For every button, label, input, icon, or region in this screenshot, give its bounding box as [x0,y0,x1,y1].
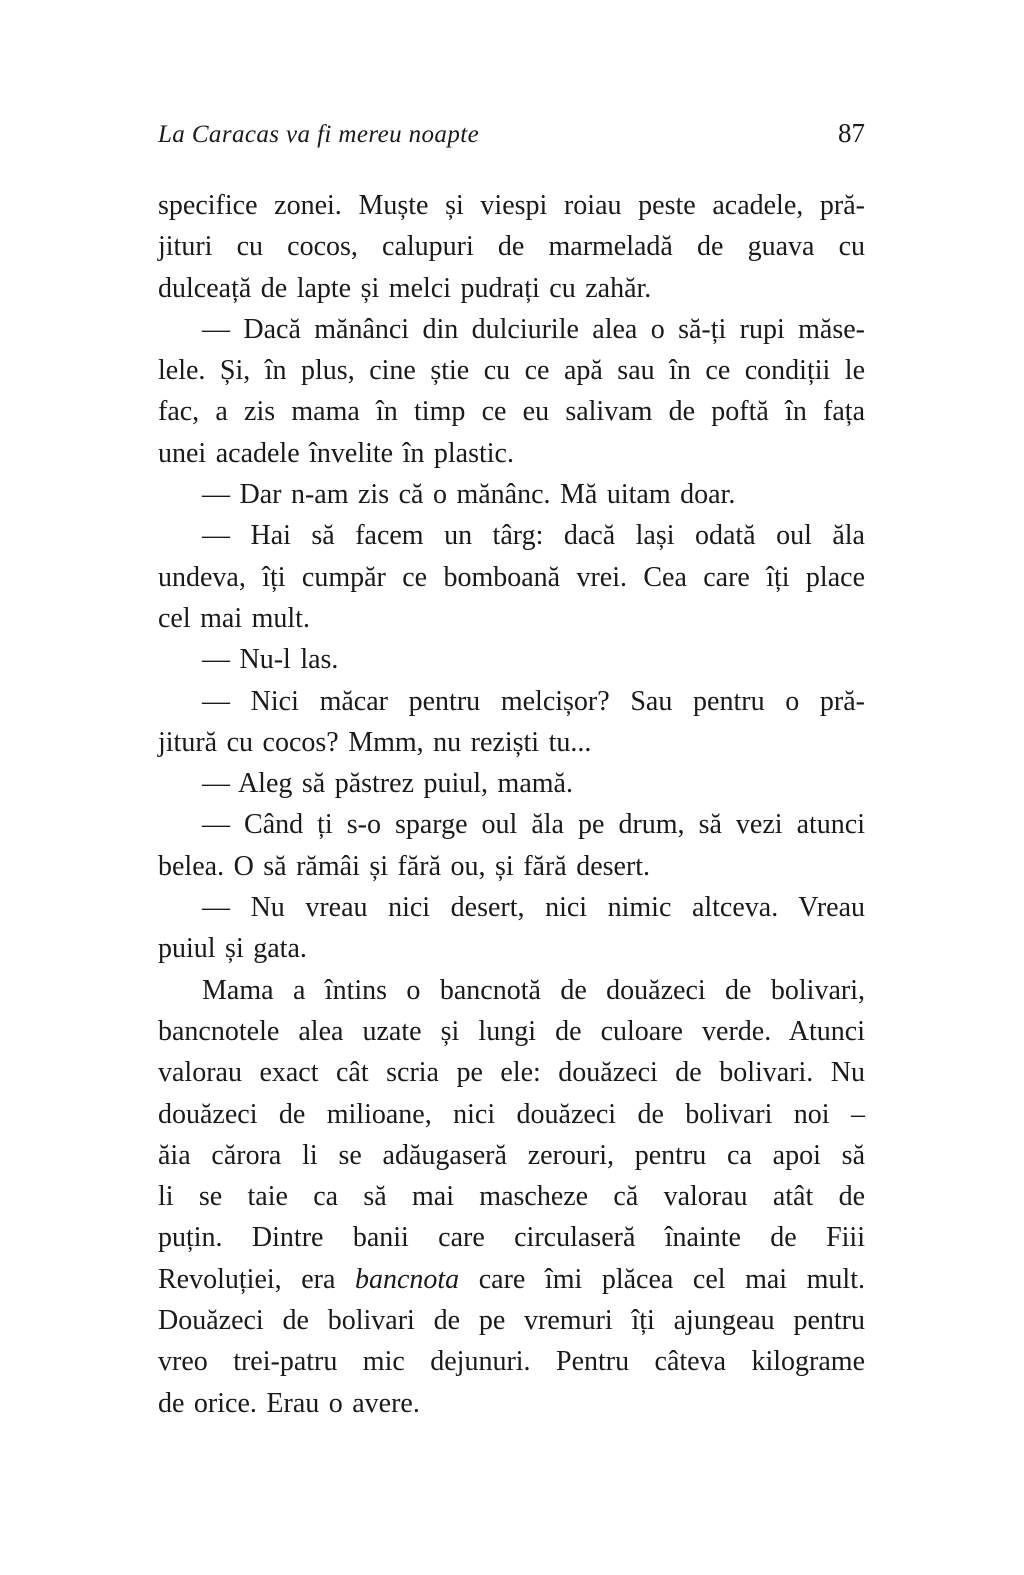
italic-word: bancnota [354,1263,460,1295]
text-line: cel mai mult. [158,602,310,634]
text-line: Mama a întins o bancnotă de douăzeci de bolivari, [202,974,865,1006]
text-line: lele. Și, în plus, cine știe cu ce apă sau în ce condiții le [158,355,865,387]
page-number: 87 [838,118,865,148]
text-line: bancnotele alea uzate și lungi de culoare verde. Atunci [158,1015,865,1047]
page-body [158,185,865,1424]
text-line: vreo trei-patru mic dejunuri. Pentru câteva kilograme [158,1346,865,1378]
text-line: Douăzeci de bolivari de pe vremuri îți ajungeau pentru [158,1305,865,1337]
text-line: puiul și gata. [158,933,307,965]
text-line: fac, a zis mama în timp ce eu salivam de poftă în fața [158,396,865,428]
text-line: li se taie ca să mai mascheze că valorau atât de [158,1181,865,1213]
text-line: Revoluției, era bancnota care îmi plăcea cel mai mult. [158,1263,865,1295]
text-line: jituri cu cocos, calupuri de marmeladă de guava cu [158,231,865,263]
text-line: — Dacă mănânci din dulciurile alea o să-ți rupi măse- [202,313,865,345]
running-title: La Caracas va fi mereu noapte [158,121,480,148]
text-line: ăia cărora li se adăugaseră zerouri, pentru ca apoi să [158,1139,865,1171]
text-line: — Când ți s-o sparge oul ăla pe drum, să vezi atunci [202,809,865,841]
text-line: — Dar n-am zis că o mănânc. Mă uitam doar. [202,479,736,511]
text-line: — Hai să facem un târg: dacă lași odată oul ăla [202,520,865,552]
text-line: undeva, îți cumpăr ce bomboană vrei. Cea care îți place [158,561,865,593]
text-line: — Nu-l las. [202,644,339,676]
text-line: — Nu vreau nici desert, nici nimic altceva. Vreau [202,892,865,924]
text-line: douăzeci de milioane, nici douăzeci de bolivari noi – [158,1098,865,1130]
text-line: unei acadele învelite în plastic. [158,437,514,469]
text-line: — Nici măcar pentru melcișor? Sau pentru o pră- [202,685,865,717]
text-line: specifice zonei. Muște și viespi roiau peste acadele, pră- [158,190,865,221]
text-line: — Aleg să păstrez puiul, mamă. [202,768,573,800]
text-line: jitură cu cocos? Mmm, nu reziști tu... [158,726,592,758]
text-line: de orice. Erau o avere. [158,1387,420,1419]
text-line: belea. O să rămâi și fără ou, și fără desert. [158,850,651,882]
text-line: valorau exact cât scria pe ele: douăzeci de bolivari. Nu [158,1057,865,1089]
text-line: dulceață de lapte și melci pudrați cu zahăr. [158,272,652,304]
text-line: puțin. Dintre banii care circulaseră înainte de Fiii [158,1222,865,1254]
running-header [158,118,865,149]
